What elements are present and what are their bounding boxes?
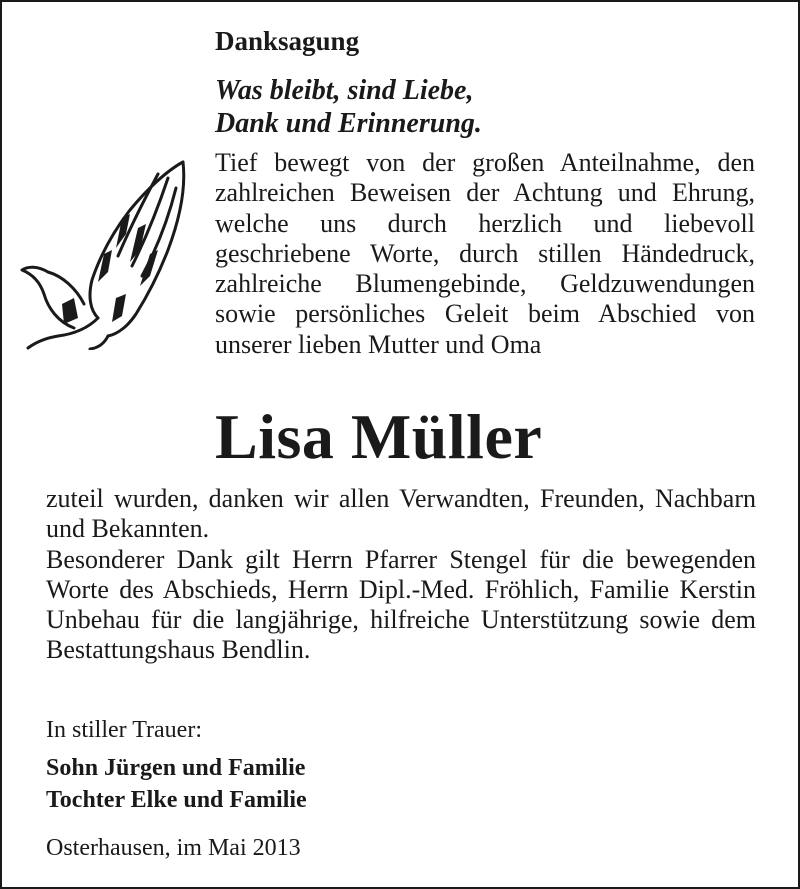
thanks-text (46, 484, 756, 666)
intro-paragraph: Tief bewegt von der großen Anteilnahme, den zahlreichen Beweisen der Achtung und Ehrung, welche uns durch herzlich und liebevoll geschriebene Worte, durch stillen Händedruck, zahlreiche Blumengebinde, Geldzuwendungen sowie persönliches Geleit beim Abschied von unserer lieben Mutter und Oma (215, 148, 755, 359)
deceased-name: Lisa Müller (215, 401, 543, 472)
motto-line-1: Was bleibt, sind Liebe, (215, 75, 474, 106)
motto-line-2: Dank und Erinnerung. (215, 108, 482, 139)
thanks-paragraph-1: zuteil wurden, danken wir allen Verwandten, Freunden, Nachbarn und Bekannten. (46, 484, 756, 544)
place-date: Osterhausen, im Mai 2013 (46, 835, 301, 861)
thanks-paragraph-2: Besonderer Dank gilt Herrn Pfarrer Stengel für die bewegenden Worte des Abschieds, Herrn Dipl.-Med. Fröhlich, Familie Kerstin Unbehau für die langjährige, hilfreiche Unterstützung sowie dem Bestattungshaus Bendlin. (46, 544, 756, 665)
mourning-intro: In stiller Trauer: (46, 717, 202, 743)
signer-1: Sohn Jürgen und Familie (46, 755, 306, 781)
heading-danksagung: Danksagung (215, 26, 360, 56)
signer-2: Tochter Elke und Familie (46, 787, 307, 813)
praying-hands-icon (18, 158, 190, 350)
motto (215, 74, 482, 140)
